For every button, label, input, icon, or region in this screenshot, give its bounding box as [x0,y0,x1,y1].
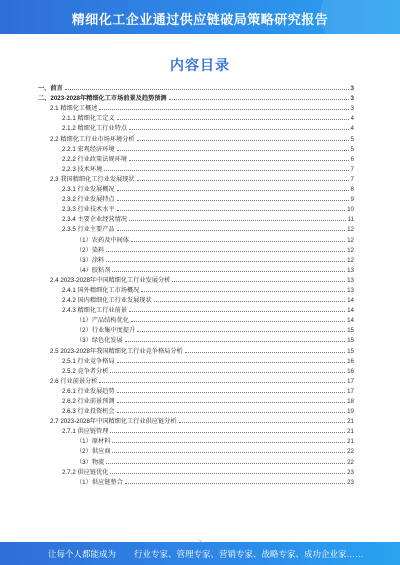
toc-leader-dots [106,261,345,262]
toc-leader-dots [110,372,345,373]
toc-leader-dots [129,311,345,312]
toc-leader-dots [65,89,349,90]
toc-leader-dots [112,452,345,453]
toc-entry-label: （1）农药及中间体 [76,236,129,244]
toc-entry-label: 2.4 2023-2028年中国精细化工行业发展分析 [50,276,171,284]
toc-entry[interactable] [38,274,354,284]
toc-entry-page: 23 [347,468,354,476]
toc-entry[interactable] [38,385,354,395]
toc-entry-label: 2.3.5 行业主要产品 [62,226,115,234]
toc-leader-dots [117,119,349,120]
toc-leader-dots [117,402,346,403]
toc-leader-dots [117,230,346,231]
toc-entry-page: 5 [350,135,354,143]
toc-entry-label: 2.2.1 宏观经济环境 [62,145,115,153]
toc-entry-page: 13 [347,286,354,294]
toc-entry[interactable] [38,213,354,223]
toc-entry-page: 19 [347,408,354,416]
toc-leader-dots [172,281,345,282]
toc-entry-label: （2）行业集中度提升 [76,327,136,335]
toc-entry-page: 3 [350,105,354,113]
toc-entry[interactable] [38,294,354,304]
toc-leader-dots [117,210,346,211]
toc-entry-label: 2.4.1 国外精细化工市场概况 [62,286,140,294]
toc-leader-dots [141,291,345,292]
toc-entry-label: 2.2.3 技术环境 [62,165,103,173]
toc-entry[interactable] [38,132,354,142]
toc-leader-dots [106,463,345,464]
toc-entry-label: 2.5 2023-2028年我国精细化工行业竞争格局分析 [50,347,183,355]
toc-entry[interactable] [38,92,354,102]
toc-entry-label: 2.7.2 供应链优化 [62,468,109,476]
toc-entry-page: 15 [347,347,354,355]
toc-entry-page: 12 [347,256,354,264]
toc-entry[interactable] [38,153,354,163]
toc-entry[interactable] [38,324,354,334]
toc-entry-label: 2.7.1 供应链管理 [62,428,109,436]
toc-entry[interactable] [38,415,354,425]
toc-entry-page: 15 [347,327,354,335]
toc-leader-dots [129,160,349,161]
toc-leader-dots [154,301,345,302]
toc-entry-label: 2.2 精细化工行业市场环境分析 [50,135,135,143]
toc-entry-page: 15 [347,337,354,345]
toc-entry[interactable] [38,244,354,254]
toc-entry-page: 3 [350,95,354,103]
toc-leader-dots [117,190,349,191]
toc-entry-page: 22 [347,458,354,466]
toc-entry[interactable] [38,82,354,92]
toc-entry-page: 11 [347,216,354,224]
toc-entry-page: 12 [347,246,354,254]
toc-entry-label: 2.2.2 行业政策法规环境 [62,155,127,163]
toc-entry-label: 二、2023-2028年精细化工市场前景及趋势预测 [38,95,167,103]
toc-entry-label: 2.1.2 精细化工行业特点 [62,125,127,133]
toc-leader-dots [104,170,348,171]
toc-entry-page: 8 [350,186,354,194]
toc-entry-label: 2.4.2 国内精细化工行业发展现状 [62,297,152,305]
footer-tagline: 行业专家、管理专家、营销专家、战略专家、成功企业家…… [134,549,364,559]
toc-entry[interactable] [38,122,354,132]
toc-leader-dots [117,392,346,393]
toc-entry[interactable] [38,445,354,455]
toc-leader-dots [129,220,346,221]
toc-entry-label: （1）产品结构优化 [76,317,129,325]
toc-entry-label: （1）供应链整合 [76,478,123,486]
toc-entry[interactable] [38,112,354,122]
toc-leader-dots [131,321,345,322]
toc-entry[interactable] [38,355,354,365]
toc-leader-dots [99,382,345,383]
report-title: 精细化工企业通过供应链破局策略研究报告 [71,12,329,27]
toc-entry-page: 5 [350,145,354,153]
toc-entry-page: 3 [350,85,354,93]
toc-entry[interactable] [38,405,354,415]
toc-entry-label: （2）染料 [76,246,105,254]
toc-entry[interactable] [38,455,354,465]
toc-leader-dots [110,432,345,433]
report-header [0,0,400,34]
toc-entry-page: 13 [347,266,354,274]
toc-entry-page: 16 [347,367,354,375]
toc-entry-page: 4 [350,125,354,133]
toc-entry-page: 9 [350,196,354,204]
toc-leader-dots [117,412,346,413]
toc-entry-page: 22 [347,448,354,456]
toc-entry[interactable] [38,223,354,233]
toc-leader-dots [117,362,346,363]
toc-leader-dots [129,129,349,130]
toc-leader-dots [99,109,348,110]
toc-entry[interactable] [38,425,354,435]
toc-entry[interactable] [38,476,354,486]
toc-leader-dots [137,180,349,181]
table-of-contents [38,82,354,486]
toc-entry-page: 12 [347,226,354,234]
toc-entry-label: （3）涂料 [76,256,105,264]
toc-entry-page: 17 [347,387,354,395]
toc-entry-label: （3）绿色化发展 [76,337,123,345]
toc-leader-dots [117,150,349,151]
toc-entry-label: 2.6.2 行业前景预测 [62,398,115,405]
toc-entry-label: 2.5.2 竞争者分析 [62,367,109,375]
toc-leader-dots [110,473,345,474]
toc-entry-label: （3）物流 [76,458,105,466]
toc-entry[interactable] [38,173,354,183]
toc-entry-page: 17 [347,377,354,385]
toc-entry[interactable] [38,304,354,314]
toc-entry[interactable] [38,254,354,264]
toc-entry-page: 7 [350,165,354,173]
toc-entry[interactable] [38,344,354,354]
toc-entry[interactable] [38,183,354,193]
toc-entry-page: 18 [347,398,354,405]
toc-entry[interactable] [38,395,354,405]
toc-entry-label: 2.6.3 行业投资机会 [62,408,115,416]
toc-entry-page: 21 [347,438,354,446]
toc-leader-dots [185,352,345,353]
toc-entry-label: 2.3.1 行业发展概况 [62,186,115,194]
toc-leader-dots [125,341,345,342]
toc-leader-dots [131,241,345,242]
toc-leader-dots [112,442,345,443]
toc-heading: 内容目录 [170,57,230,73]
toc-entry-label: 一、前言 [38,85,63,93]
toc-entry-label: 2.5.1 行业竞争格局 [62,357,115,365]
toc-entry-page: 13 [347,276,354,284]
toc-entry-label: 2.1.1 精细化工定义 [62,115,115,123]
toc-leader-dots [137,331,345,332]
toc-entry-label: 2.3 我国精细化工行业发展现状 [50,175,135,183]
toc-entry[interactable] [38,334,354,344]
toc-entry-page: 6 [350,155,354,163]
toc-entry-label: （2）供应商 [76,448,111,456]
toc-entry[interactable] [38,264,354,274]
toc-entry-label: （1）原材料 [76,438,111,446]
toc-entry-label: （4）胶粘剂 [76,266,111,274]
toc-entry-label: 2.4.3 精细化工行业前景 [62,307,127,315]
toc-entry-page: 7 [350,175,354,183]
toc-entry[interactable] [38,193,354,203]
toc-entry-page: 12 [347,236,354,244]
toc-entry[interactable] [38,314,354,324]
toc-entry-page: 21 [347,418,354,426]
toc-entry[interactable] [38,284,354,294]
toc-entry-label: 2.6.1 行业发展趋势 [62,387,115,395]
toc-entry[interactable] [38,365,354,375]
toc-leader-dots [112,271,345,272]
toc-entry-page: 21 [347,428,354,436]
toc-entry-page: 14 [347,297,354,305]
toc-leader-dots [179,422,346,423]
report-footer [0,542,400,565]
toc-leader-dots [106,251,345,252]
toc-entry[interactable] [38,233,354,243]
footer-slogan: 让每个人都能成为 [48,549,117,559]
toc-entry[interactable] [38,102,354,112]
toc-entry-page: 23 [347,478,354,486]
toc-entry[interactable] [38,435,354,445]
toc-entry[interactable] [38,375,354,385]
toc-entry-label: 2.7 2023-2028年中国精细化工行业供应链分析 [50,418,177,426]
toc-entry-page: 10 [347,206,354,214]
toc-entry-label: 2.3.2 行业发展特点 [62,196,115,204]
toc-entry[interactable] [38,203,354,213]
toc-entry-label: 2.3.4 主要企业经营情况 [62,216,127,224]
toc-leader-dots [137,140,349,141]
toc-leader-dots [125,483,345,484]
toc-entry-page: 14 [347,307,354,315]
toc-entry-page: 16 [347,357,354,365]
toc-entry-page: 4 [350,115,354,123]
toc-entry-label: 2.1 精细化工概述 [50,105,98,113]
toc-entry[interactable] [38,143,354,153]
toc-entry[interactable] [38,163,354,173]
toc-leader-dots [169,99,349,100]
toc-entry-page: 14 [347,317,354,325]
toc-entry-label: 2.3.3 行业技术水平 [62,206,115,214]
toc-leader-dots [117,200,349,201]
toc-entry-label: 2.6 行业前景分析 [50,377,98,385]
toc-entry[interactable] [38,466,354,476]
